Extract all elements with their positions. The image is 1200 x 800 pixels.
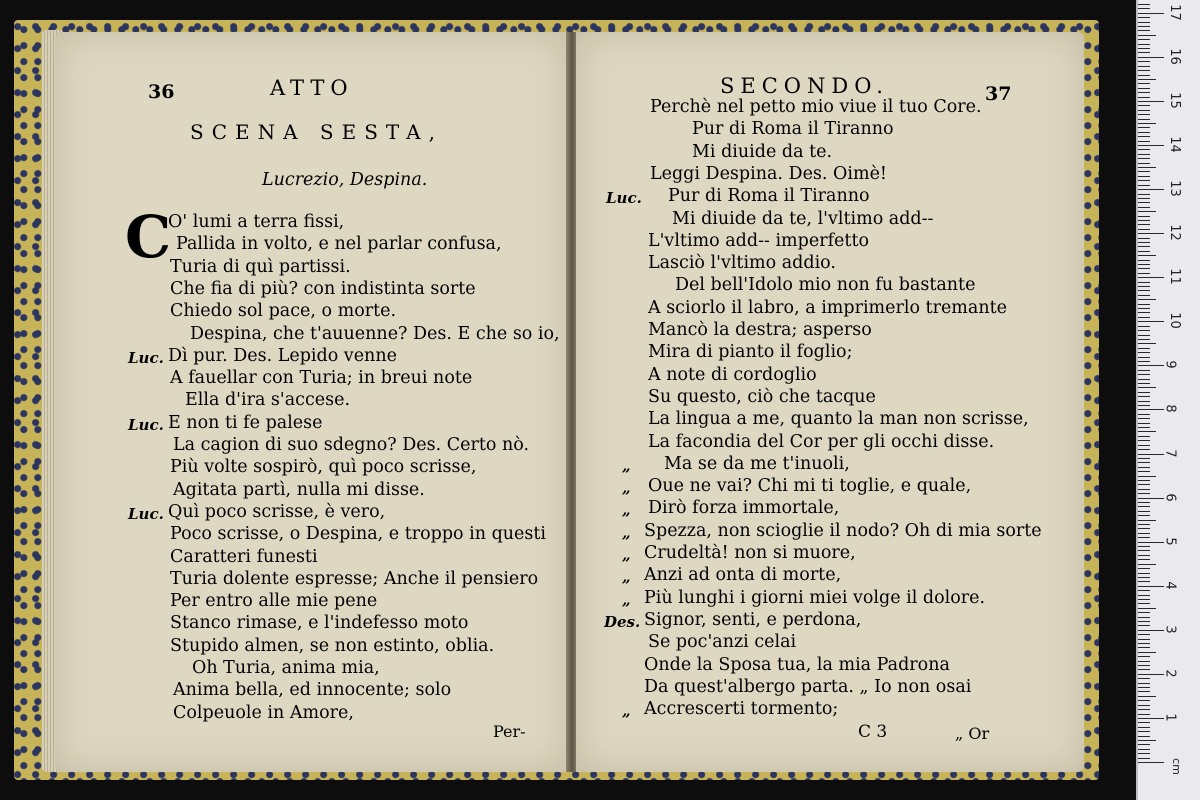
ruler-tick	[1138, 630, 1164, 631]
ruler-tick	[1138, 674, 1164, 675]
verse-line: Su questo, ciò che tacque	[648, 386, 876, 407]
ruler-tick	[1138, 374, 1150, 375]
ruler-tick	[1138, 462, 1150, 463]
right-page-number: 37	[985, 83, 1012, 105]
ruler-tick	[1138, 83, 1150, 84]
ruler-tick	[1138, 92, 1150, 93]
ruler-tick	[1138, 246, 1150, 247]
ruler-tick	[1138, 308, 1150, 309]
ruler-tick	[1138, 467, 1150, 468]
ruler-number: 8	[1162, 404, 1178, 414]
ruler-number: 2	[1162, 669, 1178, 678]
verse-line: A sciorlo il labro, a imprimerlo tremante	[648, 297, 1007, 318]
ruler-tick	[1138, 515, 1150, 516]
verse-line: O' lumi a terra fissi,	[168, 212, 345, 232]
ruler-tick	[1138, 546, 1150, 547]
ruler-tick	[1138, 268, 1150, 269]
ruler-tick	[1138, 691, 1150, 692]
verse-line: Per entro alle mie pene	[170, 591, 378, 612]
ruler-tick	[1138, 555, 1150, 556]
verse-line: Pallida in volto, e nel parlar confusa,	[176, 234, 502, 255]
ruler-tick	[1138, 154, 1150, 155]
ruler-tick	[1138, 176, 1150, 177]
scene-title: SCENA SESTA,	[190, 120, 443, 144]
ruler-tick	[1138, 700, 1150, 701]
ruler-tick	[1138, 392, 1150, 393]
verse-line: Lasciò l'vltimo addio.	[648, 253, 836, 274]
ruler-tick	[1138, 603, 1150, 604]
ruler-tick	[1138, 198, 1150, 199]
ruler-tick	[1138, 357, 1150, 358]
left-catchword: Per-	[493, 722, 526, 741]
ruler-tick	[1138, 476, 1156, 477]
verse-line: Mi diuide da te.	[692, 141, 833, 162]
ruler-tick	[1138, 652, 1156, 653]
ruler-tick	[1138, 493, 1150, 494]
ruler-tick	[1138, 141, 1150, 142]
ruler-tick	[1138, 705, 1150, 706]
verse-line: Anima bella, ed innocente; solo	[173, 680, 452, 701]
right-catchword: „ Or	[955, 724, 990, 743]
ruler-tick	[1138, 559, 1150, 560]
ruler-tick	[1138, 414, 1150, 415]
ruler-tick	[1138, 612, 1150, 613]
ruler-tick	[1138, 401, 1150, 402]
ruler-tick	[1138, 383, 1150, 384]
ruler-tick	[1138, 4, 1150, 5]
ruler-tick	[1138, 361, 1150, 362]
ruler-tick	[1138, 132, 1150, 133]
speaker-label: „	[622, 568, 631, 587]
verse-line: La facondia del Cor per gli occhi disse.	[648, 431, 995, 452]
ruler-tick	[1138, 35, 1156, 36]
ruler-tick	[1138, 599, 1150, 600]
signature-mark: C 3	[858, 722, 888, 742]
speaker-label: „	[622, 456, 631, 475]
verse-line: Del bell'Idolo mio non fu bastante	[675, 275, 976, 296]
ruler-tick	[1138, 158, 1150, 159]
ruler-tick	[1138, 427, 1150, 428]
drop-cap: C	[125, 203, 172, 271]
ruler-tick	[1138, 458, 1150, 459]
ruler-tick	[1138, 339, 1150, 340]
ruler-tick	[1138, 639, 1150, 640]
ruler-tick	[1138, 238, 1150, 239]
ruler-tick	[1138, 30, 1150, 31]
verse-line: Chiedo sol pace, o morte.	[170, 301, 397, 322]
ruler-tick	[1138, 387, 1156, 388]
ruler-number: 4	[1162, 581, 1178, 590]
ruler-tick	[1138, 727, 1150, 728]
ruler-tick	[1138, 163, 1150, 164]
ruler-tick	[1138, 39, 1150, 40]
verse-line: Leggi Despina. Des. Oimè!	[650, 163, 887, 184]
speaker-label: Luc.	[606, 189, 642, 208]
verse-line: Turia di quì partissi.	[170, 256, 351, 277]
ruler-tick	[1138, 229, 1150, 230]
ruler-tick	[1138, 149, 1150, 150]
ruler-tick	[1138, 189, 1164, 190]
verse-line: Mi diuide da te, l'vltimo add--	[672, 208, 934, 229]
ruler-tick	[1138, 202, 1150, 203]
ruler-tick	[1138, 242, 1150, 243]
ruler-tick	[1138, 299, 1156, 300]
ruler-tick	[1138, 101, 1164, 102]
ruler-tick	[1138, 370, 1150, 371]
ruler-tick	[1138, 290, 1150, 291]
ruler-tick	[1138, 744, 1150, 745]
ruler-tick	[1138, 379, 1150, 380]
ruler-tick	[1138, 352, 1150, 353]
ruler-tick	[1138, 75, 1150, 76]
ruler-tick	[1138, 233, 1164, 234]
verse-line: Despina, che t'auuenne? Des. E che so io,	[190, 323, 560, 344]
verse-line: Caratteri funesti	[170, 546, 318, 567]
ruler-tick	[1138, 564, 1156, 565]
speaker-label: Luc.	[128, 504, 164, 523]
ruler-tick	[1138, 105, 1150, 106]
ruler-tick	[1138, 445, 1150, 446]
ruler-tick	[1138, 431, 1156, 432]
ruler-tick	[1138, 317, 1150, 318]
verse-line: Mira di pianto il foglio;	[648, 342, 853, 363]
ruler-tick	[1138, 665, 1150, 666]
ruler-tick	[1138, 145, 1164, 146]
verse-line: La lingua a me, quanto la man non scrisse,	[648, 409, 1029, 430]
ruler-tick	[1138, 722, 1150, 723]
ruler-tick	[1138, 57, 1164, 58]
verse-line: Pur di Roma il Tiranno	[668, 186, 870, 207]
verse-line: Quì poco scrisse, è vero,	[168, 501, 386, 522]
ruler-tick	[1138, 550, 1150, 551]
verse-line: Onde la Sposa tua, la mia Padrona	[644, 654, 950, 675]
ruler-unit: cm	[1169, 758, 1183, 775]
ruler-tick	[1138, 736, 1150, 737]
verse-line: Signor, senti, e perdona,	[644, 609, 862, 630]
ruler-tick	[1138, 506, 1150, 507]
ruler-tick	[1138, 405, 1150, 406]
speaker-label: „	[622, 546, 631, 564]
ruler-tick	[1138, 714, 1150, 715]
verse-line: Più volte sospirò, quì poco scrisse,	[170, 457, 477, 478]
ruler-tick	[1138, 687, 1150, 688]
ruler-tick	[1138, 454, 1164, 455]
ruler-number: 9	[1162, 360, 1178, 369]
ruler-tick	[1138, 127, 1150, 128]
ruler-number: 5	[1162, 537, 1178, 546]
ruler-tick	[1138, 678, 1150, 679]
ruler-tick	[1138, 282, 1150, 283]
ruler-tick	[1138, 13, 1164, 14]
ruler-tick	[1138, 502, 1150, 503]
speaker-label: „	[622, 501, 631, 520]
ruler-tick	[1138, 44, 1150, 45]
ruler-tick	[1138, 568, 1150, 569]
ruler-tick	[1138, 167, 1156, 168]
verse-line: Perchè nel petto mio viue il tuo Core.	[650, 97, 982, 117]
ruler-tick	[1138, 608, 1156, 609]
ruler-tick	[1138, 136, 1150, 137]
ruler-tick	[1138, 348, 1150, 349]
ruler-tick	[1138, 634, 1150, 635]
ruler-tick	[1138, 180, 1150, 181]
ruler-tick	[1138, 330, 1150, 331]
ruler-tick	[1138, 260, 1150, 261]
ruler-tick	[1138, 273, 1150, 274]
speaker-label: Luc.	[128, 415, 164, 434]
verse-line: Se poc'anzi celai	[648, 632, 797, 653]
ruler-tick	[1138, 22, 1150, 23]
right-running-head: SECONDO.	[720, 74, 889, 98]
verse-line: Stanco rimase, e l'indefesso moto	[170, 613, 469, 634]
ruler-tick	[1138, 647, 1150, 648]
ruler-tick	[1138, 528, 1150, 529]
ruler-tick	[1138, 66, 1150, 67]
ruler-number: 12	[1166, 224, 1182, 241]
ruler-tick	[1138, 255, 1156, 256]
ruler-tick	[1138, 498, 1164, 499]
ruler-tick	[1138, 595, 1150, 596]
ruler-number: 14	[1166, 136, 1182, 153]
ruler-tick	[1138, 88, 1150, 89]
verse-line: Che fia di più? con indistinta sorte	[170, 278, 476, 299]
ruler-tick	[1138, 683, 1150, 684]
verse-line: Agitata partì, nulla mi disse.	[173, 479, 425, 500]
ruler-tick	[1138, 533, 1150, 534]
ruler-tick	[1138, 625, 1150, 626]
ruler-tick	[1138, 321, 1164, 322]
verse-line: Ella d'ira s'accese.	[185, 390, 351, 411]
speaker-label: „	[622, 479, 631, 498]
ruler-number: 13	[1166, 180, 1182, 197]
ruler-number: 3	[1162, 625, 1178, 634]
speaker-label: Luc.	[128, 348, 164, 367]
ruler-tick	[1138, 520, 1156, 521]
ruler-number: 16	[1166, 48, 1182, 65]
speaker-label: „	[622, 523, 631, 542]
ruler-tick	[1138, 471, 1150, 472]
ruler-tick	[1138, 211, 1156, 212]
ruler-tick	[1138, 335, 1150, 336]
ruler-tick	[1138, 70, 1150, 71]
verse-line: Colpeuole in Amore,	[173, 702, 354, 723]
verse-line: Stupido almen, se non estinto, oblia.	[170, 635, 495, 656]
ruler-number: 11	[1166, 268, 1182, 285]
ruler-number: 17	[1166, 4, 1182, 21]
ruler-tick	[1138, 365, 1164, 366]
ruler-tick	[1138, 97, 1150, 98]
ruler-tick	[1138, 224, 1150, 225]
ruler-tick	[1138, 251, 1150, 252]
ruler-tick	[1138, 709, 1150, 710]
ruler-tick	[1138, 61, 1150, 62]
ruler-tick	[1138, 718, 1164, 719]
ruler-tick	[1138, 643, 1150, 644]
ruler-tick	[1138, 110, 1150, 111]
ruler-tick	[1138, 312, 1150, 313]
verse-line: Accrescerti tormento;	[644, 699, 839, 720]
verse-line: Anzi ad onta di morte,	[644, 565, 842, 586]
ruler-tick	[1138, 480, 1150, 481]
ruler-tick	[1138, 511, 1150, 512]
ruler-tick	[1138, 418, 1150, 419]
ruler-tick	[1138, 423, 1150, 424]
verse-line: Turia dolente espresse; Anche il pensiero	[170, 568, 539, 589]
measuring-ruler	[1136, 0, 1200, 800]
speaker-label: „	[622, 702, 631, 721]
speaker-label: Des.	[604, 612, 641, 631]
ruler-tick	[1138, 17, 1150, 18]
ruler-tick	[1138, 449, 1150, 450]
ruler-tick	[1138, 8, 1150, 9]
verse-line: A fauellar con Turia; in breui note	[170, 368, 473, 389]
ruler-tick	[1138, 581, 1150, 582]
ruler-tick	[1138, 326, 1150, 327]
ruler-tick	[1138, 661, 1150, 662]
ruler-tick	[1138, 762, 1164, 763]
ruler-tick	[1138, 489, 1150, 490]
ruler-tick	[1138, 409, 1164, 410]
ruler-tick	[1138, 264, 1150, 265]
ruler-tick	[1138, 758, 1150, 759]
ruler-tick	[1138, 396, 1150, 397]
ruler-number: 1	[1162, 713, 1178, 722]
ruler-tick	[1138, 48, 1150, 49]
ruler-tick	[1138, 753, 1150, 754]
ruler-tick	[1138, 123, 1156, 124]
ruler-tick	[1138, 185, 1150, 186]
ruler-tick	[1138, 542, 1164, 543]
ruler-tick	[1138, 295, 1150, 296]
ruler-tick	[1138, 216, 1150, 217]
ruler-tick	[1138, 537, 1150, 538]
ruler-tick	[1138, 749, 1150, 750]
ruler-number: 10	[1166, 312, 1182, 330]
verse-line: Pur di Roma il Tiranno	[692, 119, 894, 140]
ruler-tick	[1138, 79, 1156, 80]
verse-line: Più lunghi i giorni miei volge il dolore.	[644, 587, 986, 608]
ruler-tick	[1138, 52, 1150, 53]
ruler-tick	[1138, 343, 1156, 344]
ruler-tick	[1138, 207, 1150, 208]
ruler-tick	[1138, 669, 1150, 670]
ruler-tick	[1138, 194, 1150, 195]
ruler-tick	[1138, 114, 1150, 115]
verse-line: Crudeltà! non si muore,	[644, 543, 856, 563]
ruler-tick	[1138, 286, 1150, 287]
ruler-number: 15	[1166, 92, 1182, 109]
ruler-tick	[1138, 304, 1150, 305]
ruler-tick	[1138, 573, 1150, 574]
verse-line: A note di cordoglio	[648, 364, 817, 385]
ruler-tick	[1138, 696, 1156, 697]
ruler-tick	[1138, 440, 1150, 441]
left-running-head: ATTO	[270, 76, 354, 100]
verse-line: Mancò la destra; asperso	[648, 320, 872, 340]
ruler-tick	[1138, 617, 1150, 618]
ruler-tick	[1138, 621, 1150, 622]
ruler-tick	[1138, 577, 1150, 578]
ruler-tick	[1138, 277, 1164, 278]
verse-line: Da quest'albergo parta. „ Io non osai	[644, 676, 972, 697]
ruler-tick	[1138, 220, 1150, 221]
ruler-tick	[1138, 590, 1150, 591]
speaker-label: „	[622, 590, 631, 609]
left-page-number: 36	[148, 81, 175, 103]
ruler-tick	[1138, 524, 1150, 525]
verse-line: L'vltimo add-- imperfetto	[648, 230, 870, 251]
ruler-tick	[1138, 656, 1150, 657]
verse-line: Poco scrisse, o Despina, e troppo in questi	[170, 524, 547, 545]
ruler-tick	[1138, 731, 1150, 732]
verse-line: Oue ne vai? Chi mi ti toglie, e quale,	[648, 476, 972, 497]
verse-line: E non ti fe palese	[168, 412, 323, 433]
ruler-tick	[1138, 26, 1150, 27]
ruler-tick	[1138, 740, 1156, 741]
ruler-number: 7	[1162, 448, 1178, 458]
ruler-tick	[1138, 484, 1150, 485]
verse-line: Dì pur. Des. Lepido venne	[168, 345, 397, 366]
ruler-tick	[1138, 586, 1164, 587]
ruler-tick	[1138, 119, 1150, 120]
ruler-tick	[1138, 436, 1150, 437]
verse-line: Ma se da me t'inuoli,	[664, 453, 850, 474]
verse-line: Oh Turia, anima mia,	[192, 658, 380, 678]
scene-characters: Lucrezio, Despina.	[262, 170, 428, 190]
ruler-tick	[1138, 171, 1150, 172]
ruler-number: 6	[1162, 492, 1178, 502]
verse-line: Dirò forza immortale,	[648, 498, 840, 519]
verse-line: La cagion di suo sdegno? Des. Certo nò.	[173, 435, 530, 455]
verse-line: Spezza, non scioglie il nodo? Oh di mia sorte	[644, 520, 1042, 541]
